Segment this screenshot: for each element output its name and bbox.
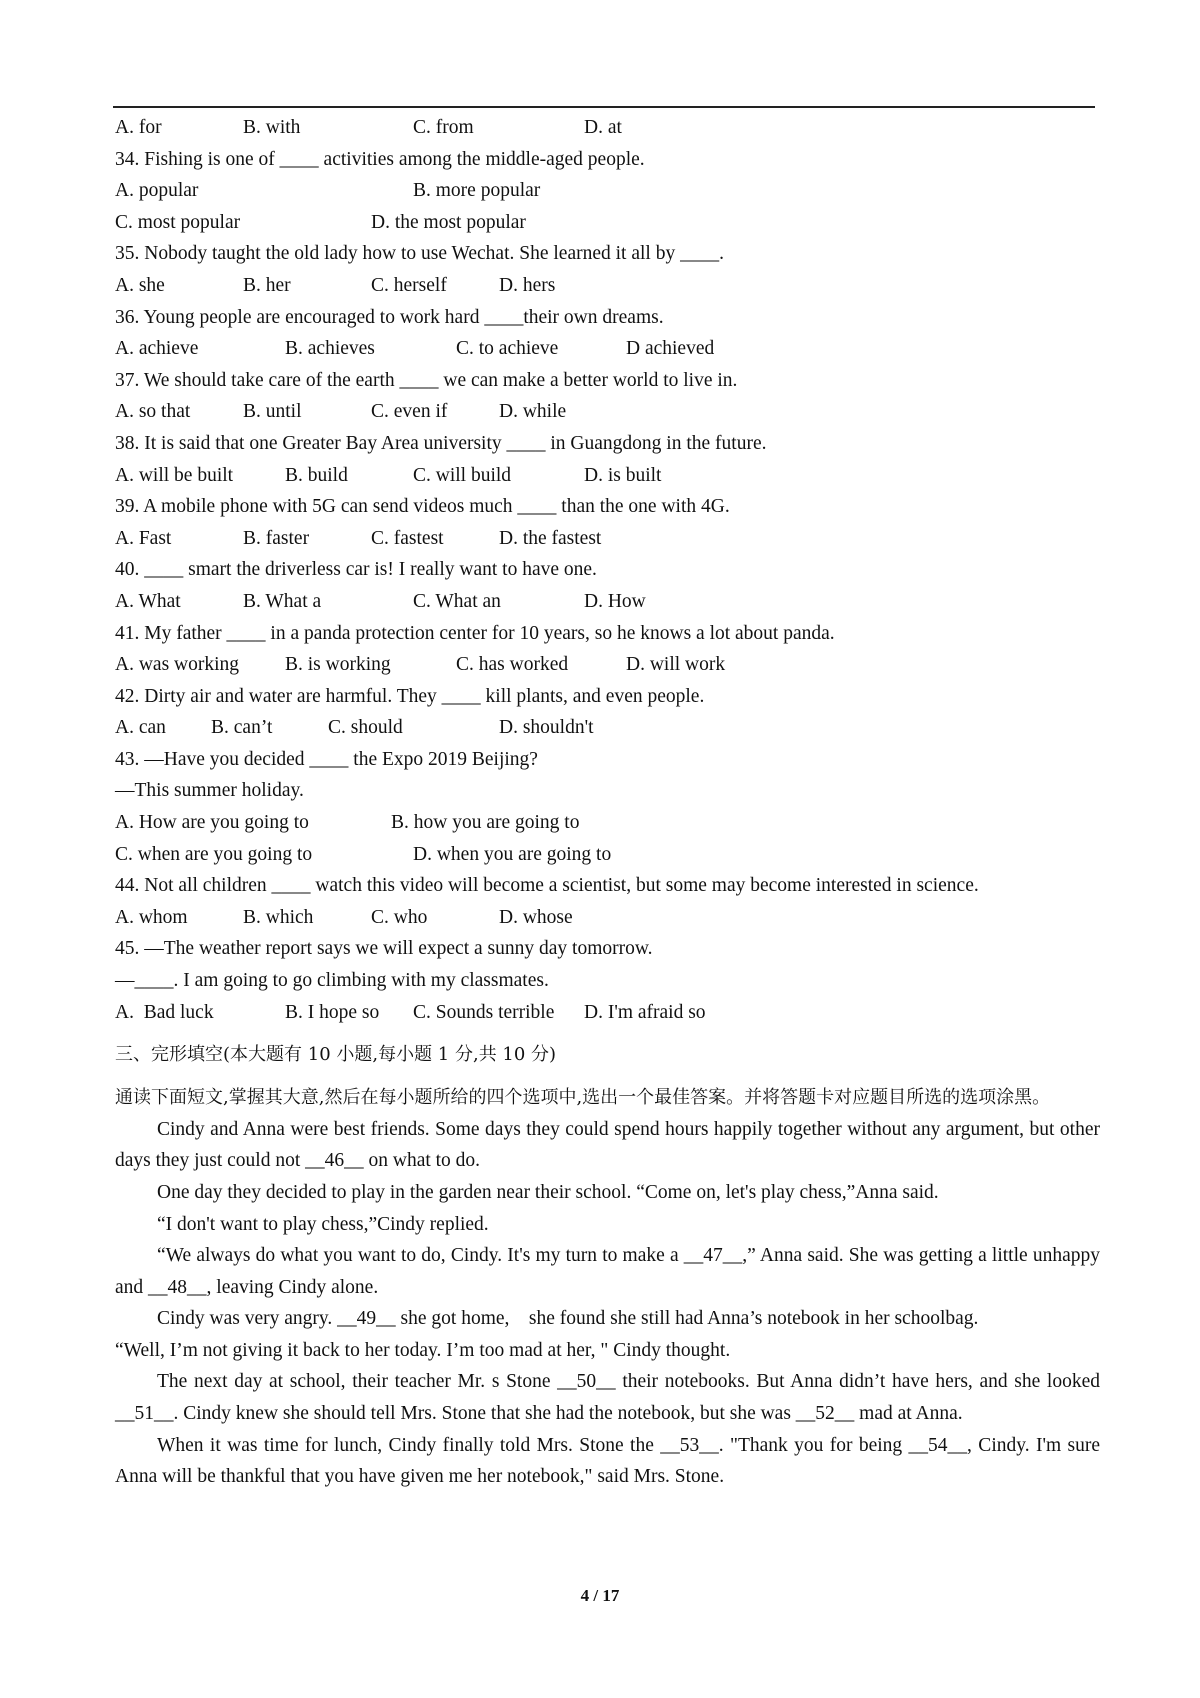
option-d: D. while <box>499 401 567 423</box>
option-a: A. whom <box>115 906 188 928</box>
option-d: D. shouldn't <box>499 717 594 739</box>
option-a: A. Bad luck <box>115 1001 214 1023</box>
passage-paragraph: Cindy was very angry. __49__ she got home, she found she still had Anna’s notebook in her schoolbag. <box>157 1308 979 1330</box>
question-options <box>115 712 1100 744</box>
option-a: A. popular <box>115 180 199 202</box>
question-stem: 35. Nobody taught the old lady how to use Wechat. She learned it all by ____. <box>115 243 724 265</box>
option-a: A. achieve <box>115 338 199 360</box>
question-stem: 36. Young people are encouraged to work hard ____their own dreams. <box>115 306 664 328</box>
passage-paragraph: The next day at school, their teacher Mr. s Stone __50__ their notebooks. But Anna didn’t have hers, and she looked __51__. Cindy knew she should tell Mrs. Stone that she had the notebook, but she was __52__ mad at Anna. <box>115 1371 1100 1425</box>
option-c: C. Sounds terrible <box>413 1001 555 1023</box>
question-options <box>115 807 1100 839</box>
option-c: C. will build <box>413 464 512 486</box>
option-a: A. How are you going to <box>115 812 309 834</box>
option-a: A. so that <box>115 401 191 423</box>
option-a: A. was working <box>115 654 240 676</box>
question-options <box>115 333 1100 365</box>
option-c: C. who <box>371 906 428 928</box>
option-b: B. her <box>243 274 291 296</box>
option-b: B. how you are going to <box>391 812 580 834</box>
question-options <box>115 460 1100 492</box>
q33-option-b: B. with <box>243 117 301 138</box>
q33-option-a: A. for <box>115 117 162 138</box>
question-stem: 37. We should take care of the earth ____ we can make a better world to live in. <box>115 369 738 391</box>
option-c: C. herself <box>371 274 447 296</box>
option-b: B. What a <box>243 590 322 612</box>
option-b: B. can’t <box>211 717 273 739</box>
option-c: C. has worked <box>456 654 569 676</box>
option-d: D. will work <box>626 654 726 676</box>
question-options <box>115 997 1100 1029</box>
option-d: D. hers <box>499 274 556 296</box>
option-b: B. achieves <box>285 338 375 360</box>
question-options <box>115 902 1100 934</box>
question-options <box>115 270 1100 302</box>
q33-options <box>115 112 1100 144</box>
option-d: D. when you are going to <box>413 843 612 865</box>
option-d: D. whose <box>499 906 573 928</box>
option-d: D. the most popular <box>371 211 526 233</box>
option-d: D. is built <box>584 464 662 486</box>
option-a: A. What <box>115 590 181 612</box>
question-options <box>115 649 1100 681</box>
option-a: A. she <box>115 274 165 296</box>
question-stem: 43. —Have you decided ____ the Expo 2019 Beijing? <box>115 748 538 770</box>
section-instruction: 通读下面短文,掌握其大意,然后在每小题所给的四个选项中,选出一个最佳答案。并将答题卡对应题目所选的选项涂黑。 <box>115 1087 1051 1109</box>
page-content <box>115 112 1100 1493</box>
option-b: B. I hope so <box>285 1001 380 1023</box>
passage-paragraph: One day they decided to play in the garden near their school. “Come on, let's play chess,”Anna said. <box>157 1181 939 1203</box>
option-c: C. most popular <box>115 211 241 233</box>
q33-option-d: D. at <box>584 117 622 138</box>
option-b: B. is working <box>285 654 391 676</box>
question-options <box>115 839 1100 871</box>
option-b: B. build <box>285 464 348 486</box>
option-d: D. I'm afraid so <box>584 1001 706 1023</box>
passage-paragraph: “I don't want to play chess,”Cindy replied. <box>157 1213 489 1235</box>
question-stem: 40. ____ smart the driverless car is! I really want to have one. <box>115 559 597 581</box>
option-b: B. more popular <box>413 180 541 202</box>
question-stem: 39. A mobile phone with 5G can send videos much ____ than the one with 4G. <box>115 496 730 518</box>
question-options <box>115 175 1100 207</box>
option-b: B. until <box>243 401 302 423</box>
question-options <box>115 523 1100 555</box>
question-stem: 45. —The weather report says we will expect a sunny day tomorrow. <box>115 938 653 960</box>
question-stem: 42. Dirty air and water are harmful. They ____ kill plants, and even people. <box>115 685 705 707</box>
question-answer-line: —This summer holiday. <box>115 780 304 802</box>
passage-paragraph: When it was time for lunch, Cindy finally told Mrs. Stone the __53__. "Thank you for being __54__, Cindy. I'm sure Anna will be thankful that you have given me her notebook," said Mrs. Stone. <box>115 1434 1100 1488</box>
option-c: C. to achieve <box>456 338 559 360</box>
option-d: D achieved <box>626 338 715 360</box>
option-b: B. faster <box>243 527 310 549</box>
option-a: A. Fast <box>115 527 172 549</box>
passage-paragraph: “Well, I’m not giving it back to her today. I’m too mad at her, " Cindy thought. <box>115 1339 731 1361</box>
option-a: A. will be built <box>115 464 234 486</box>
passage-paragraph: Cindy and Anna were best friends. Some days they could spend hours happily together without any argument, but other days they just could not __46__ on what to do. <box>115 1118 1100 1172</box>
option-c: C. What an <box>413 590 501 612</box>
question-options <box>115 207 1100 239</box>
option-c: C. even if <box>371 401 448 423</box>
q33-option-c: C. from <box>413 117 474 138</box>
option-a: A. can <box>115 717 166 739</box>
question-answer-line: —____. I am going to go climbing with my classmates. <box>115 970 549 992</box>
option-c: C. when are you going to <box>115 843 313 865</box>
option-c: C. fastest <box>371 527 444 549</box>
option-d: D. the fastest <box>499 527 602 549</box>
question-stem: 44. Not all children ____ watch this video will become a scientist, but some may become interested in science. <box>115 875 979 897</box>
page-number: 4 / 17 <box>580 1586 620 1605</box>
question-stem: 34. Fishing is one of ____ activities among the middle-aged people. <box>115 148 645 170</box>
question-stem: 38. It is said that one Greater Bay Area university ____ in Guangdong in the future. <box>115 432 767 454</box>
passage-paragraph: “We always do what you want to do, Cindy. It's my turn to make a __47__,” Anna said. She was getting a little unhappy and __48__, leaving Cindy alone. <box>115 1245 1100 1298</box>
option-d: D. How <box>584 590 646 612</box>
option-b: B. which <box>243 906 314 928</box>
option-c: C. should <box>328 717 403 739</box>
top-rule <box>113 106 1095 108</box>
question-options <box>115 396 1100 428</box>
section-title: 三、完形填空(本大题有 10 小题,每小题 1 分,共 10 分) <box>115 1044 557 1066</box>
question-stem: 41. My father ____ in a panda protection center for 10 years, so he knows a lot about panda. <box>115 622 835 644</box>
question-options <box>115 586 1100 618</box>
